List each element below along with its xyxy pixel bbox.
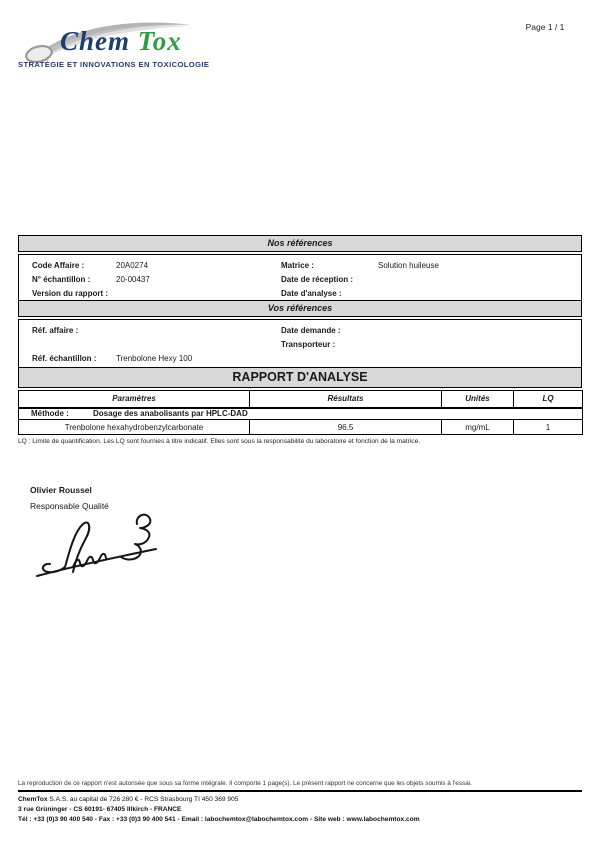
analysis-report-section xyxy=(18,367,582,445)
col-parametres: Paramètres xyxy=(19,391,250,408)
field-label: Date demande : xyxy=(281,326,341,335)
field-label: Date d'analyse : xyxy=(281,289,342,298)
col-unites: Unités xyxy=(442,391,514,408)
ref-row xyxy=(19,273,581,287)
page-number: Page 1 / 1 xyxy=(525,22,565,32)
nos-references-title: Nos références xyxy=(18,235,582,252)
field-label: Matrice : xyxy=(281,261,314,270)
ref-row xyxy=(19,287,581,301)
results-table xyxy=(18,390,583,435)
field-value: Solution huileuse xyxy=(378,261,439,270)
vos-references-section xyxy=(18,300,582,370)
field-label: N° échantillon : xyxy=(32,275,91,284)
ref-row xyxy=(19,338,581,352)
field-value xyxy=(116,324,281,338)
signer-name: Olivier Roussel xyxy=(30,485,92,495)
field-label: Transporteur : xyxy=(281,340,336,349)
field-label: Version du rapport : xyxy=(32,289,109,298)
lq-cell: 1 xyxy=(514,420,583,435)
field-label xyxy=(281,352,378,366)
reproduction-disclaimer: La reproduction de ce rapport n'est autorisée que sous sa forme intégrale. Il comporte 1 page(s). Le présent rapport ne concerne que les objets soumis à l'essai. xyxy=(18,780,472,787)
field-label: Réf. échantillon : xyxy=(32,354,97,363)
ref-row xyxy=(19,352,581,366)
field-label: Réf. affaire : xyxy=(32,326,79,335)
table-row xyxy=(19,420,583,435)
ref-row xyxy=(19,259,581,273)
parameter-cell: Trenbolone hexahydrobenzylcarbonate xyxy=(19,420,250,435)
chemtox-logo xyxy=(18,18,218,76)
logo-tox-text: Tox xyxy=(137,26,182,56)
field-value xyxy=(378,352,581,366)
result-cell: 96.5 xyxy=(250,420,442,435)
report-title: RAPPORT D'ANALYSE xyxy=(18,367,582,388)
company-address: 3 rue Grüninger - CS 60191- 67405 Illkirch - FRANCE xyxy=(18,806,182,813)
company-contact: Tél : +33 (0)3 90 400 540 - Fax : +33 (0)3 90 400 541 - Email : labochemtox@labochemtox.com - Site web : www.labochemtox.com xyxy=(18,816,420,823)
table-header-row xyxy=(19,391,583,408)
nos-references-body xyxy=(18,254,582,305)
unit-cell: mg/mL xyxy=(442,420,514,435)
handwritten-signature xyxy=(34,511,166,581)
field-label: Code Affaire : xyxy=(32,261,85,270)
method-label: Méthode : xyxy=(31,409,69,419)
logo-wordmark xyxy=(60,26,182,57)
logo-tagline: STRATÉGIE ET INNOVATIONS EN TOXICOLOGIE xyxy=(18,60,210,69)
field-label xyxy=(19,338,116,352)
signer-role: Responsable Qualité xyxy=(30,501,109,511)
field-value xyxy=(378,338,581,352)
field-value xyxy=(116,287,281,301)
nos-references-section xyxy=(18,235,582,305)
company-legal-line xyxy=(18,796,582,803)
col-resultats: Résultats xyxy=(250,391,442,408)
footer-divider xyxy=(18,790,582,792)
field-value: 20-00437 xyxy=(116,275,150,284)
method-row xyxy=(19,408,583,420)
field-value xyxy=(378,287,581,301)
field-value: Trenbolone Hexy 100 xyxy=(116,354,193,363)
field-value xyxy=(378,324,581,338)
vos-references-title: Vos références xyxy=(18,300,582,317)
field-label: Date de réception : xyxy=(281,275,354,284)
company-name: ChemTox xyxy=(18,796,48,803)
lq-footnote: LQ : Limite de quantification. Les LQ sont fournies à titre indicatif. Elles sont sous la responsabilité du laboratoire et fonction de la matrice. xyxy=(18,438,421,445)
company-legal-rest: S.A.S. au capital de 726 280 € - RCS Strasbourg TI 450 369 905 xyxy=(47,796,239,803)
vos-references-body xyxy=(18,319,582,370)
field-value xyxy=(116,338,281,352)
field-value: 20A0274 xyxy=(116,261,149,270)
logo-chem-text: Chem xyxy=(60,26,131,56)
col-lq: LQ xyxy=(514,391,583,408)
ref-row xyxy=(19,324,581,338)
field-value xyxy=(378,273,581,287)
method-value: Dosage des anabolisants par HPLC-DAD xyxy=(93,409,248,419)
